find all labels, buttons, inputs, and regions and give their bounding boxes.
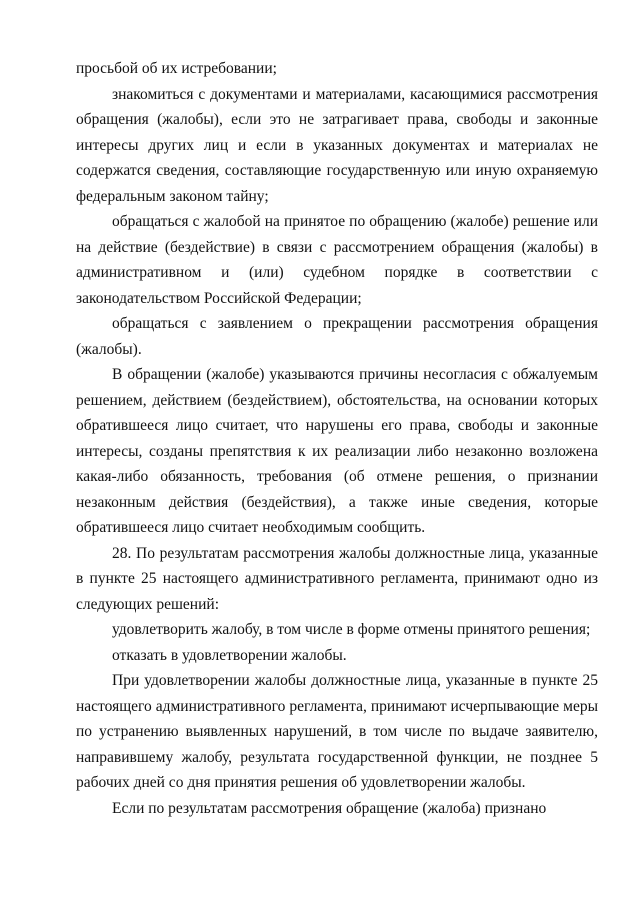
- paragraph-5: В обращении (жалобе) указываются причины несогласия с обжалуемым решением, действием (бездействием), обстоятельства, на основании которых обратившееся лицо считает, что нарушены его права, свободы и законные интересы, созданы препятствия к их реализации либо незаконно возложена какая-либо обязанность, требования (об отмене решения, о признании незаконным действия (бездействия), а также иные сведения, которые обратившееся лицо считает необходимым сообщить.: [76, 366, 598, 536]
- paragraph-8: отказать в удовлетворении жалобы.: [112, 646, 347, 664]
- paragraph-3: обращаться с жалобой на принятое по обращению (жалобе) решение или на действие (бездействие) в связи с рассмотрением обращения (жалобы) в административном и (или) судебном порядке в соответствии с законодательством Российской Федерации;: [76, 213, 598, 307]
- paragraph-7: удовлетворить жалобу, в том числе в форме отмены принятого решения;: [112, 621, 591, 638]
- paragraph-10: Если по результатам рассмотрения обращение (жалоба) признано: [112, 799, 547, 817]
- paragraph-4: обращаться с заявлением о прекращении рассмотрения обращения (жалобы).: [76, 315, 598, 358]
- paragraph-9: При удовлетворении жалобы должностные лица, указанные в пункте 25 настоящего административного регламента, принимают исчерпывающие меры по устранению выявленных нарушений, в том числе по выдаче заявителю, направившему жалобу, результата государственной функции, не позднее 5 рабочих дней со дня принятия решения об удовлетворении жалобы.: [76, 672, 598, 791]
- paragraph-1: просьбой об их истребовании;: [76, 60, 277, 77]
- paragraph-6: 28. По результатам рассмотрения жалобы должностные лица, указанные в пункте 25 настоящего административного регламента, принимают одно из следующих решений:: [76, 544, 598, 613]
- paragraph-2: знакомиться с документами и материалами, касающимися рассмотрения обращения (жалобы), если это не затрагивает права, свободы и законные интересы других лиц и если в указанных документах и материалах не содержатся сведения, составляющие государственную или иную охраняемую федеральным законом тайну;: [76, 85, 598, 205]
